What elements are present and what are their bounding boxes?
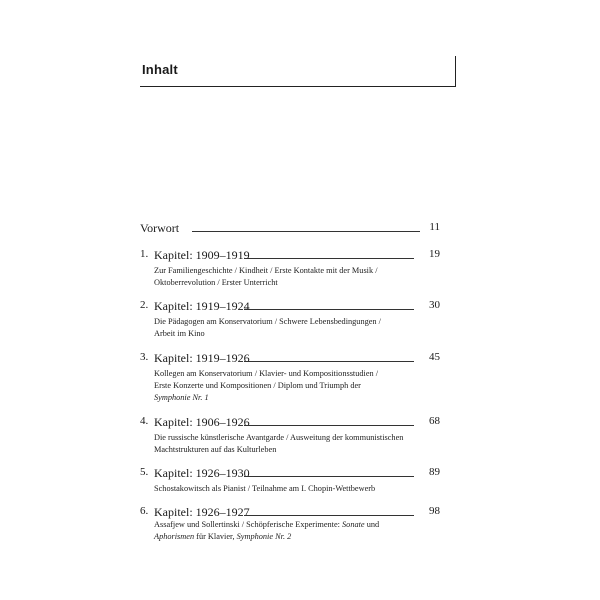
toc-entry-number: 4. [140, 415, 149, 427]
toc-entry-page: 11 [429, 221, 440, 233]
desc-part: Assafjew und Sollertinski / Schöpferische Experimente: [154, 520, 343, 529]
desc-italic: Aphorismen [154, 532, 195, 541]
toc-entry-page: 68 [429, 415, 440, 427]
toc-entry-number: 1. [140, 248, 149, 260]
leader-rule [244, 361, 414, 362]
toc-entry-page: 89 [429, 466, 440, 478]
toc-entry-title: Kapitel: 1919–1926 [154, 351, 250, 365]
desc-italic: Symphonie Nr. 2 [236, 532, 292, 541]
toc-entry-description: Kollegen am Konservatorium / Klavier- und Kompositionsstudien / Erste Konzerte und Kompositionen / Diplom und Triumph der Symphonie Nr. 1 [154, 369, 379, 402]
toc-entry-page: 98 [429, 505, 440, 517]
leader-rule [244, 258, 414, 259]
leader-rule [244, 425, 414, 426]
toc-entry-title: Kapitel: 1926–1930 [154, 466, 250, 480]
toc-entry-title: Kapitel: 1909–1919 [154, 248, 250, 262]
toc-entry-chapter-1 [140, 248, 440, 287]
toc-entry-number: 3. [140, 351, 149, 363]
toc-entry-number: 2. [140, 299, 149, 311]
toc-entry-description: Die russische künstlerische Avantgarde / Ausweitung der kommunistischen Machtstrukturen auf das Kulturleben [154, 433, 404, 454]
toc-entry-chapter-3 [140, 351, 440, 402]
leader-rule [244, 309, 414, 310]
toc-entry-title: Kapitel: 1919–1924 [154, 299, 250, 313]
toc-entry-description: Schostakowitsch als Pianist / Teilnahme am I. Chopin-Wettbewerb [154, 484, 376, 493]
toc-entry-chapter-5 [140, 466, 440, 493]
toc-entry-title: Kapitel: 1906–1926 [154, 415, 250, 429]
leader-rule [244, 476, 414, 477]
toc-entry-chapter-4 [140, 415, 440, 454]
page-header [140, 56, 456, 87]
toc-entry-chapter-2 [140, 299, 440, 338]
leader-rule [192, 231, 420, 232]
toc-entry-number: 6. [140, 505, 149, 517]
desc-italic: Sonate [342, 520, 365, 529]
leader-rule [244, 515, 414, 516]
toc-entry-description: Assafjew und Sollertinski / Schöpferische Experimente: Sonate und Aphorismen für Klavier, Symphonie Nr. 2 [154, 520, 380, 541]
toc-entry-number: 5. [140, 466, 149, 478]
page-title: Inhalt [142, 62, 178, 77]
toc-entry-title: Kapitel: 1926–1927 [154, 505, 250, 519]
toc-entry-page: 19 [429, 248, 440, 260]
toc-entry-page: 45 [429, 351, 440, 363]
toc-entry-page: 30 [429, 299, 440, 311]
toc-entry-vorwort [140, 221, 440, 237]
toc-entry-chapter-6 [140, 505, 440, 541]
toc-entry-title: Vorwort [140, 221, 180, 235]
toc-entry-description: Zur Familiengeschichte / Kindheit / Erste Kontakte mit der Musik / Oktoberrevolution / Erster Unterricht [154, 266, 378, 287]
toc-entry-description: Die Pädagogen am Konservatorium / Schwere Lebensbedingungen / Arbeit im Kino [154, 317, 381, 338]
